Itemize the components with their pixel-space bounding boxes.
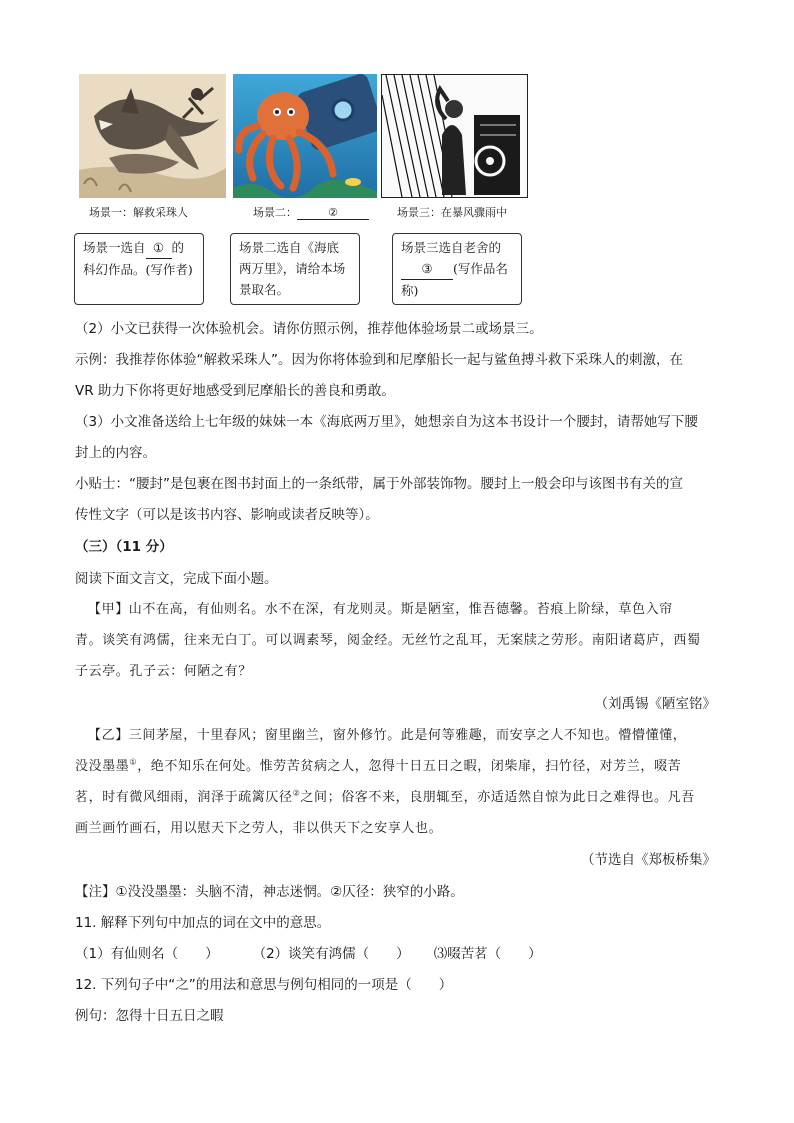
- jia-line-2: 青。谈笑有鸿儒，往来无白丁。可以调素琴，阅金经。无丝竹之乱耳，无案牍之劳形。南阳诸葛庐，西蜀: [75, 633, 701, 648]
- section-3-heading: （三）（11 分）: [75, 539, 173, 555]
- yi-line-3: [75, 786, 695, 805]
- question-11-items: [75, 942, 542, 962]
- scene3-storm-illustration: [381, 74, 528, 198]
- box3-suffix: (写作品名称): [401, 261, 508, 298]
- scene2-caption-prefix: 场景二：: [253, 206, 297, 219]
- scene1-shark-illustration: [79, 74, 226, 198]
- box1-suffix: 的科幻作品。(写作者): [83, 240, 193, 277]
- scene2-blank: ②: [297, 206, 369, 220]
- annotation-note: 【注】①没没墨墨：头脑不清，神志迷惘。②仄径：狭窄的小路。: [75, 884, 464, 900]
- question-2: （2）小文已获得一次体验机会。请你仿照示例，推荐他体验场景二或场景三。: [75, 321, 543, 337]
- example-line-2: VR 助力下你将更好地感受到尼摩船长的善良和勇敢。: [75, 383, 395, 399]
- box-scene2: 场景二选自《海底两万里》，请给本场景取名。: [230, 233, 360, 305]
- q11-item-2: （2）谈笑有鸿儒（ ）: [252, 946, 410, 962]
- box1-blank: ①: [146, 237, 172, 259]
- yi-line-1: 【乙】三间茅屋，十里春风；窗里幽兰，窗外修竹。此是何等雅趣，而安享之人不知也。懵懵懂懂，: [88, 728, 687, 743]
- question-11-title: 11. 解释下列句中加点的词在文中的意思。: [75, 915, 331, 931]
- question-3-line-2: 封上的内容。: [75, 445, 156, 461]
- yi-line-3b: 之间；俗客不来，良朋辄至，亦适适然自惊为此日之难得也。凡吾: [300, 790, 695, 805]
- q11-item-3: ⑶啜苦茗（ ）: [433, 946, 542, 962]
- question-12-example: 例句：忽得十日五日之暇: [75, 1008, 224, 1024]
- footnote-marker-1: ①: [129, 757, 138, 767]
- jia-line-3: 子云亭。孔子云：何陋之有？: [75, 664, 252, 679]
- box3-prefix: 场景三选自老舍的: [401, 240, 502, 255]
- q11-item-1: （1）有仙则名（ ）: [75, 946, 219, 962]
- box1-prefix: 场景一选自: [83, 240, 146, 255]
- footnote-marker-2: ②: [292, 788, 301, 798]
- scene2-caption: [253, 204, 369, 220]
- yi-line-4: 画兰画竹画石，用以慰天下之劳人，非以供天下之安享人也。: [75, 821, 443, 836]
- jia-source: （刘禹锡《陋室铭》: [594, 696, 716, 712]
- yi-line-2a: 没没墨墨: [75, 759, 130, 774]
- box-scene3: [392, 233, 522, 305]
- scene2-octopus-illustration: [233, 74, 377, 198]
- jia-line-1: 【甲】山不在高，有仙则名。水不在深，有龙则灵。斯是陋室，惟吾德馨。苔痕上阶绿，草色入帘: [88, 602, 673, 617]
- scene1-caption: 场景一：解救采珠人: [89, 206, 188, 219]
- yi-line-2: [75, 755, 681, 774]
- tip-line-2: 传性文字（可以是该书内容、影响或读者反映等）。: [75, 507, 379, 523]
- box-scene1: [74, 233, 204, 305]
- yi-line-3a: 茗，时有微风细雨，润泽于疏篱仄径: [75, 790, 293, 805]
- question-12-title: 12. 下列句子中“之”的用法和意思与例句相同的一项是（ ）: [75, 977, 453, 993]
- scene3-caption: 场景三：在暴风骤雨中: [397, 206, 507, 219]
- example-line-1: 示例：我推荐你体验“解救采珠人”。因为你将体验到和尼摩船长一起与鲨鱼搏斗救下采珠人的刺激，在: [75, 352, 683, 368]
- question-3-line-1: （3）小文准备送给上七年级的妹妹一本《海底两万里》，她想亲自为这本书设计一个腰封，请帮她写下腰: [75, 414, 698, 430]
- yi-source: （节选自《郑板桥集》: [581, 852, 716, 868]
- box3-blank: ③: [401, 258, 453, 280]
- tip-line-1: 小贴士：“腰封”是包裹在图书封面上的一条纸带，属于外部装饰物。腰封上一般会印与该图书有关的宣: [75, 476, 683, 492]
- yi-line-2b: ，绝不知乐在何处。惟劳苦贫病之人，忽得十日五日之暇，闭柴扉，扫竹径，对芳兰，啜苦: [137, 759, 682, 774]
- reading-instruction: 阅读下面文言文，完成下面小题。: [75, 571, 278, 587]
